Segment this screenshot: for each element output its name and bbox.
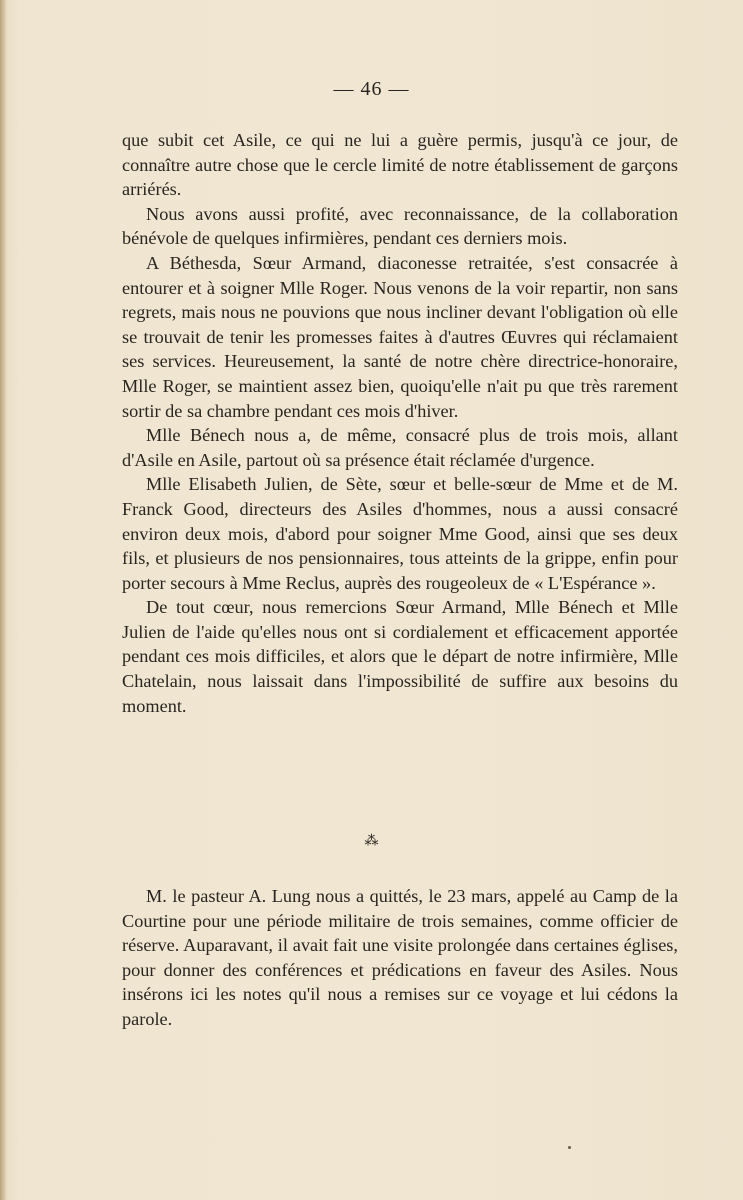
paragraph-3: A Béthesda, Sœur Armand, diaconesse retraitée, s'est consacrée à entourer et à soigner Mlle Roger. Nous venons de la voir repartir, non sans regrets, mais nous ne pouvions que nous incliner devant l'obligation où elle se trouvait de tenir les promesses faites à d'autres Œuvres qui réclamaient ses services. Heureusement, la santé de notre chère directrice-honoraire, Mlle Roger, se maintient assez bien, quoiqu'elle n'ait pu que très rarement sortir de sa chambre pendant ces mois d'hiver.: [122, 252, 678, 421]
paragraph-4: Mlle Bénech nous a, de même, consacré plus de trois mois, allant d'Asile en Asile, partout où sa présence était réclamée d'urgence.: [122, 425, 678, 470]
paragraph-5: Mlle Elisabeth Julien, de Sète, sœur et belle-sœur de Mme et de M. Franck Good, directeurs des Asiles d'hommes, nous a aussi consacré environ deux mois, d'abord pour soigner Mme Good, ainsi que ses deux fils, et plusieurs de nos pensionnaires, tous atteints de la grippe, enfin pour porter secours à Mme Reclus, auprès des rougeoleux de « L'Espérance ».: [122, 474, 678, 593]
asterism: ⁂: [364, 834, 379, 849]
text-block-bottom: [122, 884, 678, 1032]
text-block-top: [122, 128, 678, 718]
paragraph-7: M. le pasteur A. Lung nous a quittés, le 23 mars, appelé au Camp de la Courtine pour une période militaire de trois semaines, comme officier de réserve. Auparavant, il avait fait une visite prolongée dans certaines églises, pour donner des conférences et prédications en faveur des Asiles. Nous insérons ici les notes qu'il nous a remises sur ce voyage et lui cédons la parole.: [122, 886, 678, 1029]
page-edge: [0, 0, 6, 1200]
paragraph-2: Nous avons aussi profité, avec reconnaissance, de la collaboration bénévole de quelques infirmières, pendant ces derniers mois.: [122, 203, 678, 249]
paragraph-1: que subit cet Asile, ce qui ne lui a guère permis, jusqu'à ce jour, de connaître autre chose que le cercle limité de notre établissement de garçons arriérés.: [122, 130, 678, 200]
page-number: — 46 —: [333, 78, 410, 100]
paragraph-6: De tout cœur, nous remercions Sœur Armand, Mlle Bénech et Mlle Julien de l'aide qu'elles nous ont si cordialement et efficacement apportée pendant ces mois difficiles, et alors que le départ de notre infirmière, Mlle Chatelain, nous laissait dans l'impossibilité de suffire aux besoins du moment.: [122, 597, 678, 716]
ink-speck: [568, 1146, 571, 1149]
